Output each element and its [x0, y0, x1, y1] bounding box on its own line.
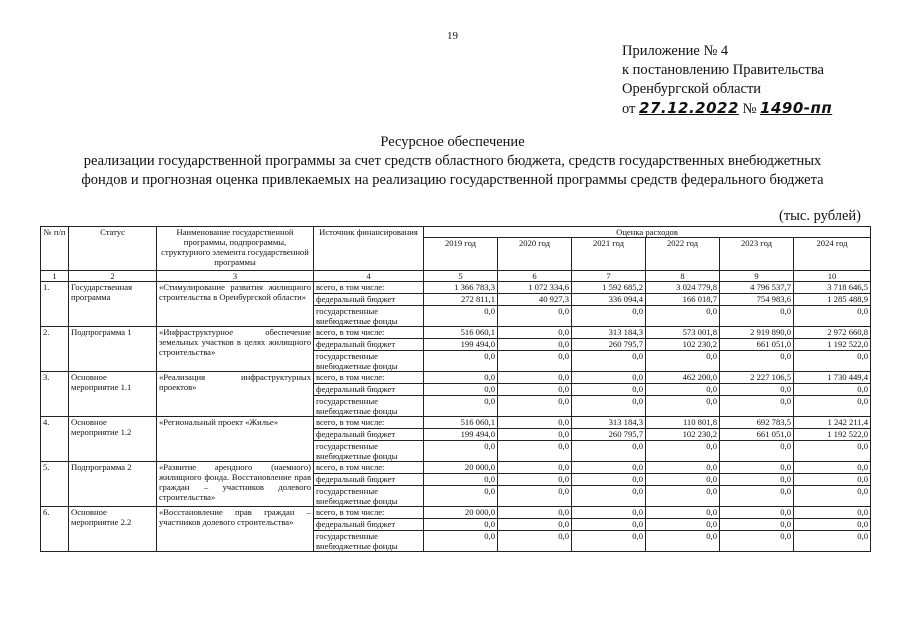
amount-cell: 692 783,5: [720, 417, 794, 429]
amount-cell: 0,0: [572, 519, 646, 531]
amount-cell: 0,0: [646, 531, 720, 552]
amount-cell: 0,0: [572, 474, 646, 486]
title-line-2: реализации государственной программы за счет средств областного бюджета, средств государственных внебюджетных: [83, 153, 822, 169]
amount-cell: 102 230,2: [646, 339, 720, 351]
appendix-line-2: к постановлению Правительства: [622, 62, 824, 78]
amount-cell: 0,0: [646, 351, 720, 372]
amount-cell: 0,0: [424, 351, 498, 372]
col-index: 4: [314, 271, 424, 282]
amount-cell: 0,0: [720, 462, 794, 474]
amount-cell: 199 494,0: [424, 339, 498, 351]
title-line-3: фондов и прогнозная оценка привлекаемых на реализацию государственной программы средств федерального бюджета: [81, 172, 824, 188]
col-index: 6: [498, 271, 572, 282]
amount-cell: 3 024 779,8: [646, 282, 720, 294]
amount-cell: 0,0: [646, 462, 720, 474]
amount-cell: 0,0: [572, 351, 646, 372]
amount-cell: 0,0: [572, 507, 646, 519]
source-label: государственные внебюджетные фонды: [314, 486, 424, 507]
amount-cell: 0,0: [646, 507, 720, 519]
amount-cell: 0,0: [424, 384, 498, 396]
col-index: 8: [646, 271, 720, 282]
source-label: федеральный бюджет: [314, 474, 424, 486]
source-label: федеральный бюджет: [314, 384, 424, 396]
amount-cell: 0,0: [424, 372, 498, 384]
header-row: [41, 227, 871, 238]
amount-cell: 0,0: [720, 519, 794, 531]
amount-cell: 0,0: [720, 306, 794, 327]
amount-cell: 0,0: [424, 531, 498, 552]
source-label: государственные внебюджетные фонды: [314, 531, 424, 552]
amount-cell: 0,0: [794, 306, 871, 327]
header-year: 2021 год: [572, 238, 646, 271]
amount-cell: 2 972 660,8: [794, 327, 871, 339]
source-label: федеральный бюджет: [314, 294, 424, 306]
amount-cell: 0,0: [646, 519, 720, 531]
appendix-line-3: Оренбургской области: [622, 81, 762, 97]
col-index: 2: [69, 271, 157, 282]
amount-cell: 0,0: [572, 462, 646, 474]
col-index: 7: [572, 271, 646, 282]
amount-cell: 272 811,1: [424, 294, 498, 306]
amount-cell: 0,0: [498, 327, 572, 339]
table-row: [41, 327, 871, 339]
col-index: 1: [41, 271, 69, 282]
page-number: 19: [447, 30, 458, 42]
row-number: 5.: [41, 462, 69, 507]
handwritten-number: 1490-пп: [760, 99, 833, 117]
amount-cell: 0,0: [794, 462, 871, 474]
source-label: всего, в том числе:: [314, 462, 424, 474]
amount-cell: 0,0: [572, 396, 646, 417]
row-status: Основное мероприятие 1.2: [69, 417, 157, 462]
amount-cell: 0,0: [424, 519, 498, 531]
amount-cell: 0,0: [794, 507, 871, 519]
source-label: государственные внебюджетные фонды: [314, 396, 424, 417]
amount-cell: 0,0: [498, 372, 572, 384]
amount-cell: 0,0: [572, 486, 646, 507]
amount-cell: 0,0: [498, 462, 572, 474]
amount-cell: 1 285 488,9: [794, 294, 871, 306]
amount-cell: 40 927,3: [498, 294, 572, 306]
amount-cell: 0,0: [720, 396, 794, 417]
amount-cell: 1 192 522,0: [794, 339, 871, 351]
amount-cell: 166 018,7: [646, 294, 720, 306]
col-index: 3: [157, 271, 314, 282]
amount-cell: 0,0: [498, 339, 572, 351]
table-row: [41, 462, 871, 474]
amount-cell: 1 730 449,4: [794, 372, 871, 384]
amount-cell: 0,0: [794, 351, 871, 372]
units-label: (тыс. рублей): [779, 208, 861, 224]
amount-cell: 0,0: [720, 531, 794, 552]
header-year: 2020 год: [498, 238, 572, 271]
amount-cell: 0,0: [794, 384, 871, 396]
amount-cell: 0,0: [646, 474, 720, 486]
row-number: 3.: [41, 372, 69, 417]
amount-cell: 0,0: [720, 486, 794, 507]
row-status: Подпрограмма 2: [69, 462, 157, 507]
amount-cell: 0,0: [498, 429, 572, 441]
row-number: 2.: [41, 327, 69, 372]
table-body: [41, 282, 871, 552]
source-label: федеральный бюджет: [314, 429, 424, 441]
amount-cell: 4 796 537,7: [720, 282, 794, 294]
amount-cell: 199 494,0: [424, 429, 498, 441]
amount-cell: 0,0: [498, 306, 572, 327]
amount-cell: 0,0: [424, 396, 498, 417]
amount-cell: 661 051,0: [720, 429, 794, 441]
amount-cell: 0,0: [498, 384, 572, 396]
amount-cell: 1 072 334,6: [498, 282, 572, 294]
amount-cell: 0,0: [498, 351, 572, 372]
amount-cell: 661 051,0: [720, 339, 794, 351]
amount-cell: 0,0: [498, 507, 572, 519]
number-label: №: [742, 101, 757, 117]
amount-cell: 0,0: [572, 306, 646, 327]
source-label: федеральный бюджет: [314, 339, 424, 351]
amount-cell: 0,0: [572, 372, 646, 384]
header-year: 2024 год: [794, 238, 871, 271]
amount-cell: 1 192 522,0: [794, 429, 871, 441]
header-num: № п/п: [41, 227, 69, 271]
amount-cell: 0,0: [572, 441, 646, 462]
amount-cell: 110 801,8: [646, 417, 720, 429]
amount-cell: 0,0: [720, 384, 794, 396]
amount-cell: 3 718 646,5: [794, 282, 871, 294]
amount-cell: 0,0: [498, 396, 572, 417]
appendix-block: [622, 42, 832, 119]
header-year: 2019 год: [424, 238, 498, 271]
amount-cell: 0,0: [646, 306, 720, 327]
header-name: Наименование государственной программы, подпрограммы, структурного элемента государственной программы: [157, 227, 314, 271]
amount-cell: 516 060,1: [424, 327, 498, 339]
amount-cell: 0,0: [794, 396, 871, 417]
row-status: Государственная программа: [69, 282, 157, 327]
amount-cell: 0,0: [498, 474, 572, 486]
row-name: «Развитие арендного (наемного) жилищного фонда. Восстановление прав граждан – участников долевого строительства»: [157, 462, 314, 507]
amount-cell: 0,0: [646, 396, 720, 417]
title-line-1: Ресурсное обеспечение: [380, 134, 525, 150]
table-row: [41, 507, 871, 519]
row-status: Подпрограмма 1: [69, 327, 157, 372]
amount-cell: 0,0: [424, 486, 498, 507]
amount-cell: 313 184,3: [572, 417, 646, 429]
amount-cell: 1 366 783,3: [424, 282, 498, 294]
amount-cell: 1 592 685,2: [572, 282, 646, 294]
header-year: 2022 год: [646, 238, 720, 271]
source-label: всего, в том числе:: [314, 417, 424, 429]
amount-cell: 0,0: [794, 531, 871, 552]
row-name: «Инфраструктурное обеспечение земельных участков в целях жилищного строительства»: [157, 327, 314, 372]
amount-cell: 0,0: [720, 507, 794, 519]
amount-cell: 0,0: [794, 486, 871, 507]
amount-cell: 0,0: [646, 441, 720, 462]
amount-cell: 0,0: [794, 441, 871, 462]
col-index: 10: [794, 271, 871, 282]
amount-cell: 336 094,4: [572, 294, 646, 306]
row-name: «Реализация инфраструктурных проектов»: [157, 372, 314, 417]
amount-cell: 0,0: [498, 519, 572, 531]
source-label: всего, в том числе:: [314, 372, 424, 384]
source-label: федеральный бюджет: [314, 519, 424, 531]
source-label: всего, в том числе:: [314, 282, 424, 294]
amount-cell: 0,0: [720, 351, 794, 372]
from-label: от: [622, 101, 636, 117]
amount-cell: 0,0: [572, 384, 646, 396]
amount-cell: 260 795,7: [572, 429, 646, 441]
row-number: 4.: [41, 417, 69, 462]
amount-cell: 20 000,0: [424, 507, 498, 519]
col-index: 5: [424, 271, 498, 282]
row-status: Основное мероприятие 2.2: [69, 507, 157, 552]
amount-cell: 0,0: [498, 417, 572, 429]
amount-cell: 0,0: [424, 441, 498, 462]
header-estimate: Оценка расходов: [424, 227, 871, 238]
row-name: «Стимулирование развития жилищного строительства в Оренбургской области»: [157, 282, 314, 327]
amount-cell: 462 200,0: [646, 372, 720, 384]
amount-cell: 0,0: [572, 531, 646, 552]
table-row: [41, 417, 871, 429]
amount-cell: 2 919 890,0: [720, 327, 794, 339]
amount-cell: 260 795,7: [572, 339, 646, 351]
source-label: государственные внебюджетные фонды: [314, 306, 424, 327]
table-row: [41, 372, 871, 384]
amount-cell: 0,0: [498, 531, 572, 552]
amount-cell: 0,0: [498, 486, 572, 507]
row-number: 6.: [41, 507, 69, 552]
resource-table: [40, 226, 871, 552]
source-label: всего, в том числе:: [314, 327, 424, 339]
amount-cell: 20 000,0: [424, 462, 498, 474]
source-label: государственные внебюджетные фонды: [314, 351, 424, 372]
amount-cell: 0,0: [794, 519, 871, 531]
amount-cell: 0,0: [646, 486, 720, 507]
amount-cell: 0,0: [646, 384, 720, 396]
amount-cell: 102 230,2: [646, 429, 720, 441]
table-row: [41, 282, 871, 294]
document-title: [0, 133, 905, 190]
amount-cell: 0,0: [424, 306, 498, 327]
amount-cell: 0,0: [424, 474, 498, 486]
row-name: «Региональный проект «Жилье»: [157, 417, 314, 462]
row-status: Основное мероприятие 1.1: [69, 372, 157, 417]
header-source: Источник финансирования: [314, 227, 424, 271]
amount-cell: 754 983,6: [720, 294, 794, 306]
amount-cell: 516 060,1: [424, 417, 498, 429]
row-number: 1.: [41, 282, 69, 327]
amount-cell: 0,0: [794, 474, 871, 486]
col-index: 9: [720, 271, 794, 282]
header-status: Статус: [69, 227, 157, 271]
amount-cell: 0,0: [720, 474, 794, 486]
handwritten-date: 27.12.2022: [639, 99, 739, 117]
amount-cell: 2 227 106,5: [720, 372, 794, 384]
amount-cell: 573 001,8: [646, 327, 720, 339]
amount-cell: 0,0: [720, 441, 794, 462]
amount-cell: 0,0: [498, 441, 572, 462]
column-index-row: [41, 271, 871, 282]
source-label: всего, в том числе:: [314, 507, 424, 519]
appendix-line-1: Приложение № 4: [622, 43, 729, 59]
row-name: «Восстановление прав граждан – участников долевого строительства»: [157, 507, 314, 552]
source-label: государственные внебюджетные фонды: [314, 441, 424, 462]
amount-cell: 1 242 211,4: [794, 417, 871, 429]
appendix-date-line: [622, 99, 832, 119]
amount-cell: 313 184,3: [572, 327, 646, 339]
header-year: 2023 год: [720, 238, 794, 271]
